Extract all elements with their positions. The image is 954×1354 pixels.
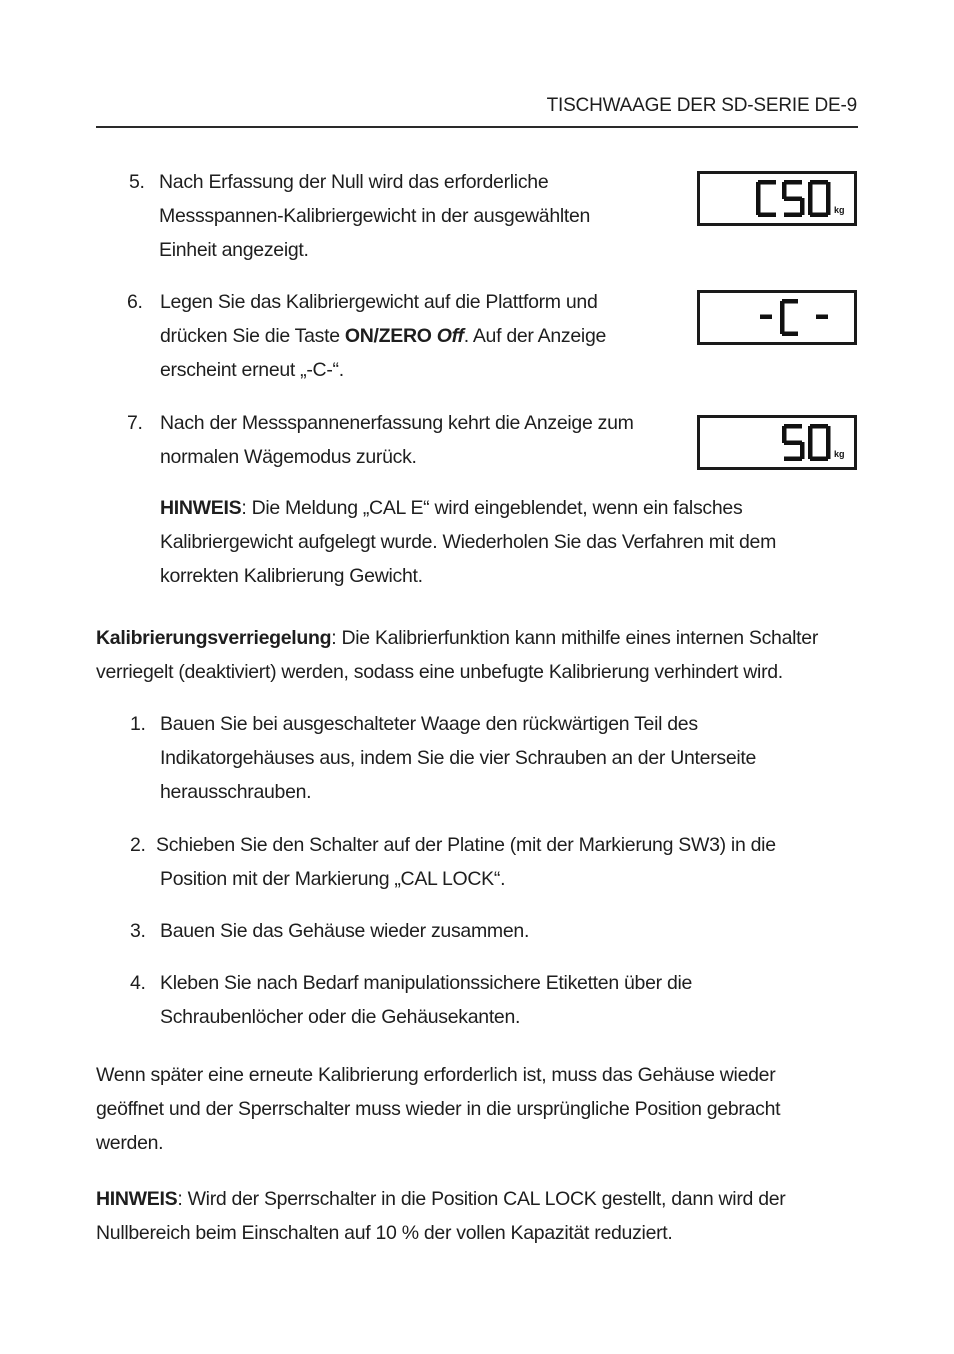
text-line [160,491,776,525]
page-header: TISCHWAAGE DER SD-SERIE DE-9 [546,95,857,116]
text-line: Position mit der Markierung „CAL LOCK“. [160,868,506,890]
text-line: herausschrauben. [160,781,312,803]
text-line: geöffnet und der Sperrschalter muss wieder in die ursprüngliche Position gebracht [96,1098,781,1120]
note-label: HINWEIS [96,1188,178,1210]
text-line: Kleben Sie nach Bedarf manipulationssichere Etiketten über die [160,972,693,994]
lcd-display-c50 [697,171,857,226]
text-line: normalen Wägemodus zurück. [160,446,417,468]
lock-step-4-text [160,966,692,1034]
text-line: Nullbereich beim Einschalten auf 10 % der vollen Kapazität reduziert. [96,1222,673,1244]
text-line [96,621,818,655]
text-line: Indikatorgehäuses aus, indem Sie die vier Schrauben an der Unterseite [160,747,757,769]
text-line: werden. [96,1132,164,1154]
text-line [96,1182,786,1216]
step-7-text [160,406,634,474]
note-label: HINWEIS [160,497,242,519]
text-fragment: drücken Sie die Taste [160,325,345,347]
note-2 [96,1182,786,1250]
text-line: Bauen Sie das Gehäuse wieder zusammen. [160,920,530,942]
unit-label: kg [834,449,845,459]
text-line: verriegelt (deaktiviert) werden, sodass eine unbefugte Kalibrierung verhindert wird. [96,661,783,683]
text-fragment: : Die Meldung „CAL E“ wird eingeblendet, wenn ein falsches [241,497,743,519]
text-line: Einheit angezeigt. [159,239,309,261]
lcd-digits-50 [700,418,854,467]
step-number: 5. [129,171,145,193]
reopen-paragraph [96,1058,780,1160]
text-line: korrekten Kalibrierung Gewicht. [160,565,423,587]
text-fragment: : Die Kalibrierfunktion kann mithilfe eines internen Schalter [331,627,819,649]
lcd-digits-dash-c-dash [700,293,854,342]
lcd-digits-c50 [700,174,854,223]
key-name: ON/ZERO [344,325,432,347]
header-rule [96,126,858,128]
text-line: Schraubenlöcher oder die Gehäusekanten. [160,1006,521,1028]
text-fragment: . Auf der Anzeige [463,325,607,347]
text-line: erscheint erneut „-C-“. [160,359,344,381]
step-number: 7. [127,412,143,434]
step-6-text [160,285,606,387]
step-number: 1. [130,713,146,735]
step-number: 2. [130,834,146,856]
text-line: Wenn später eine erneute Kalibrierung erforderlich ist, muss das Gehäuse wieder [96,1064,776,1086]
text-line: Messspannen-Kalibriergewicht in der ausgewählten [159,205,591,227]
step-number: 3. [130,920,146,942]
text-line: Nach Erfassung der Null wird das erforderliche [159,171,549,193]
text-line: Schieben Sie den Schalter auf der Platine (mit der Markierung SW3) in die [156,834,776,856]
text-line: Legen Sie das Kalibriergewicht auf die Plattform und [160,291,598,313]
lcd-display-dash-c-dash [697,290,857,345]
text-line [160,319,606,353]
lock-step-3-text [160,914,529,948]
step-5-text [159,165,590,267]
text-line: Bauen Sie bei ausgeschalteter Waage den rückwärtigen Teil des [160,713,698,735]
lock-step-1-text [160,707,756,809]
text-line: Kalibriergewicht aufgelegt wurde. Wiederholen Sie das Verfahren mit dem [160,531,777,553]
lock-step-2-text [156,828,776,896]
lcd-display-50 [697,415,857,470]
text-line: Nach der Messspannenerfassung kehrt die Anzeige zum [160,412,634,434]
step-number: 6. [127,291,143,313]
key-function: Off [436,325,464,347]
note-1 [160,491,776,593]
text-fragment: : Wird der Sperrschalter in die Position CAL LOCK gestellt, dann wird der [177,1188,786,1210]
lock-intro [96,621,818,689]
step-number: 4. [130,972,146,994]
unit-label: kg [834,205,845,215]
section-label: Kalibrierungsverriegelung [96,627,332,649]
